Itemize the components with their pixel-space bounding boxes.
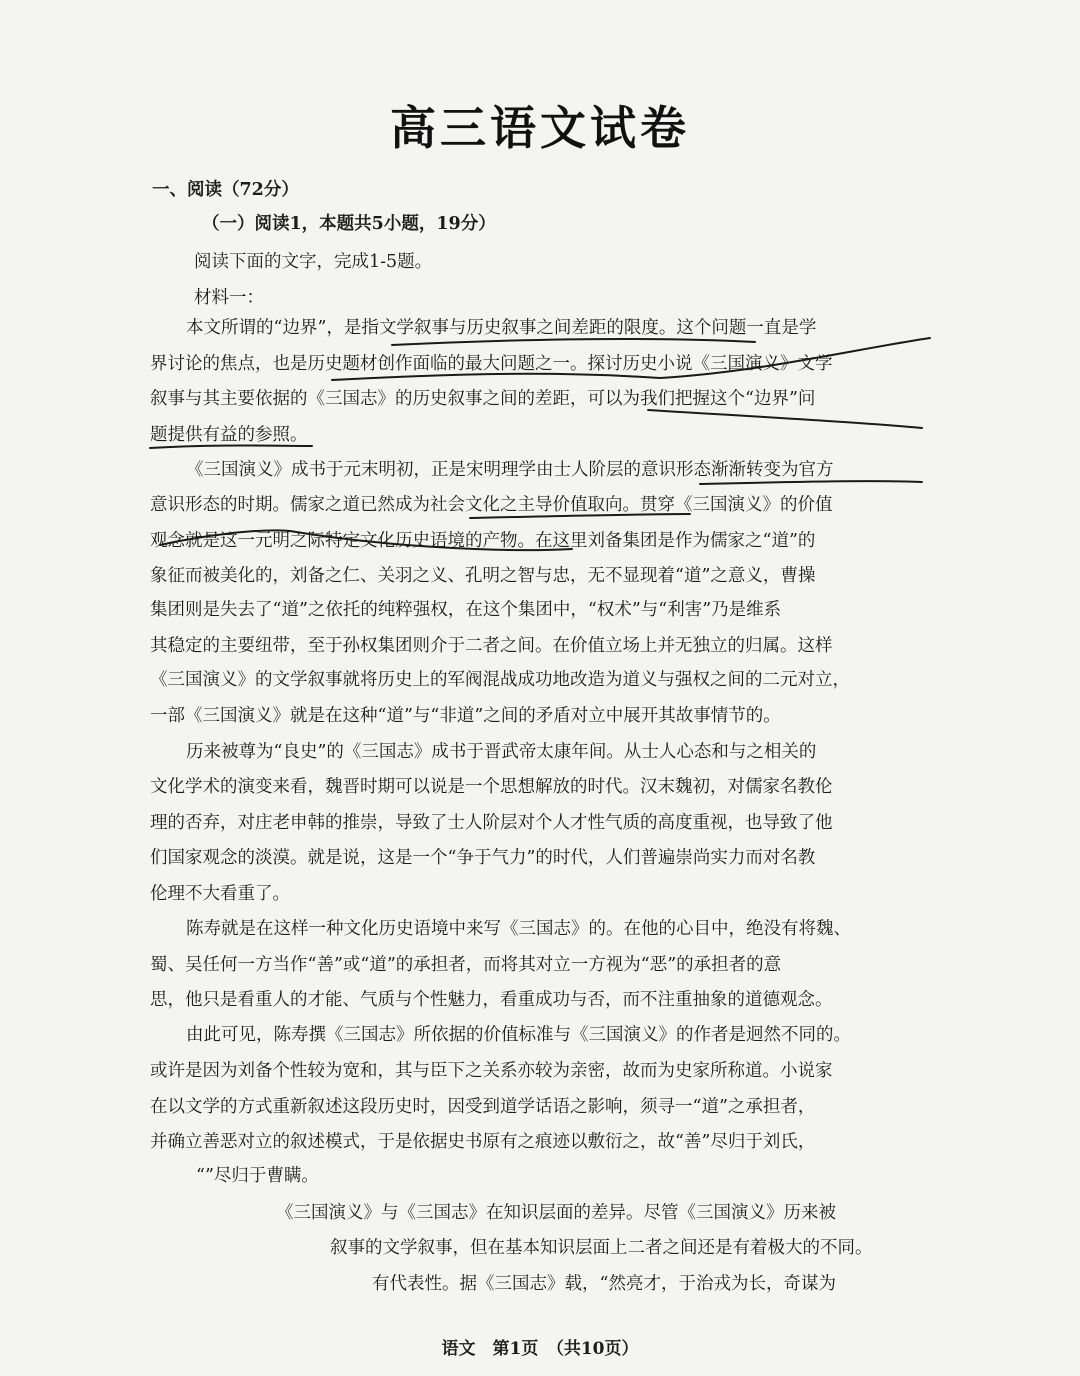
- text-line: 题提供有益的参照。: [150, 425, 308, 445]
- text-line: 在以文学的方式重新叙述这段历史时，因受到道学话语之影响，须寻一“道”之承担者，: [150, 1097, 816, 1117]
- text-line: 叙事与其主要依据的《三国志》的历史叙事之间的差距，可以为我们把握这个“边界”问: [150, 389, 816, 409]
- text-line: 观念就是这一元明之际特定文化历史语境的产物。在这里刘备集团是作为儒家之“道”的: [150, 531, 816, 551]
- underline-mark: [700, 481, 922, 484]
- underline-mark: [150, 446, 312, 449]
- text-line: 理的否弃，对庄老申韩的推崇，导致了士人阶层对个人才性气质的高度重视，也导致了他: [150, 813, 833, 833]
- text-line: 陈寿就是在这样一种文化历史语境中来写《三国志》的。在他的心目中，绝没有将魏、: [186, 919, 851, 939]
- text-line: 象征而被美化的，刘备之仁、关羽之义、孔明之智与忠，无不显现着“道”之意义，曹操: [150, 566, 816, 586]
- text-line: 由此可见，陈寿撰《三国志》所依据的价值标准与《三国演义》的作者是迥然不同的。: [186, 1025, 851, 1045]
- text-line: 们国家观念的淡漠。就是说，这是一个“争于气力”的时代，人们普遍崇尚实力而对名教: [150, 848, 816, 868]
- underline-mark: [648, 410, 922, 428]
- page-title: 高三语文试卷: [390, 101, 690, 155]
- text-line: 有代表性。据《三国志》载，“然亮才，于治戎为长，奇谋为: [372, 1274, 836, 1294]
- text-line: 意识形态的时期。儒家之道已然成为社会文化之主导价值取向。贯穿《三国演义》的价值: [150, 495, 833, 515]
- text-line: 界讨论的焦点，也是历史题材创作面临的最大问题之一。探讨历史小说《三国演义》文学: [150, 354, 833, 374]
- text-line: 历来被尊为“良史”的《三国志》成书于晋武帝太康年间。从士人心态和与之相关的: [186, 742, 817, 762]
- text-line: 本文所谓的“边界”，是指文学叙事与历史叙事之间差距的限度。这个问题一直是学: [186, 318, 817, 338]
- text-line: 《三国演义》的文学叙事就将历史上的军阀混战成功地改造为道义与强权之间的二元对立，: [150, 670, 850, 690]
- instruction: 阅读下面的文字，完成1-5题。: [194, 252, 433, 272]
- text-line: “”尽归于曹瞒。: [196, 1166, 319, 1186]
- text-line: 叙事的文学叙事，但在基本知识层面上二者之间还是有着极大的不同。: [330, 1238, 873, 1258]
- text-line: 文化学术的演变来看，魏晋时期可以说是一个思想解放的时代。汉末魏初，对儒家名教伦: [150, 777, 833, 797]
- text-line: 伦理不大看重了。: [150, 884, 290, 904]
- text-line: 思，他只是看重人的才能、气质与个性魅力，看重成功与否，而不注重抽象的道德观念。: [150, 990, 833, 1010]
- material-label: 材料一：: [194, 288, 264, 308]
- text-line: 《三国演义》与《三国志》在知识层面的差异。尽管《三国演义》历来被: [276, 1203, 836, 1223]
- text-line: 一部《三国演义》就是在这种“道”与“非道”之间的矛盾对立中展开其故事情节的。: [150, 706, 781, 726]
- text-line: 其稳定的主要纽带，至于孙权集团则介于二者之间。在价值立场上并无独立的归属。这样: [150, 636, 833, 656]
- underline-mark: [392, 339, 755, 345]
- text-line: 《三国演义》成书于元末明初，正是宋明理学由士人阶层的意识形态渐渐转变为官方: [186, 460, 834, 480]
- section-heading: 一、阅读（72分）: [152, 180, 299, 200]
- text-line: 集团则是失去了“道”之依托的纯粹强权，在这个集团中，“权术”与“利害”乃是维系: [150, 600, 782, 620]
- text-line: 蜀、吴任何一方当作“善”或“道”的承担者，而将其对立一方视为“恶”的承担者的意: [150, 955, 782, 975]
- page-footer: 语文 第1页 （共10页）: [441, 1339, 639, 1359]
- text-line: 并确立善恶对立的叙述模式，于是依据史书原有之痕迹以敷衍之，故“善”尽归于刘氏，: [150, 1132, 816, 1152]
- sub-heading: （一）阅读1，本题共5小题，19分）: [202, 214, 496, 234]
- text-line: 或许是因为刘备个性较为宽和，其与臣下之关系亦较为亲密，故而为史家所称道。小说家: [150, 1061, 833, 1081]
